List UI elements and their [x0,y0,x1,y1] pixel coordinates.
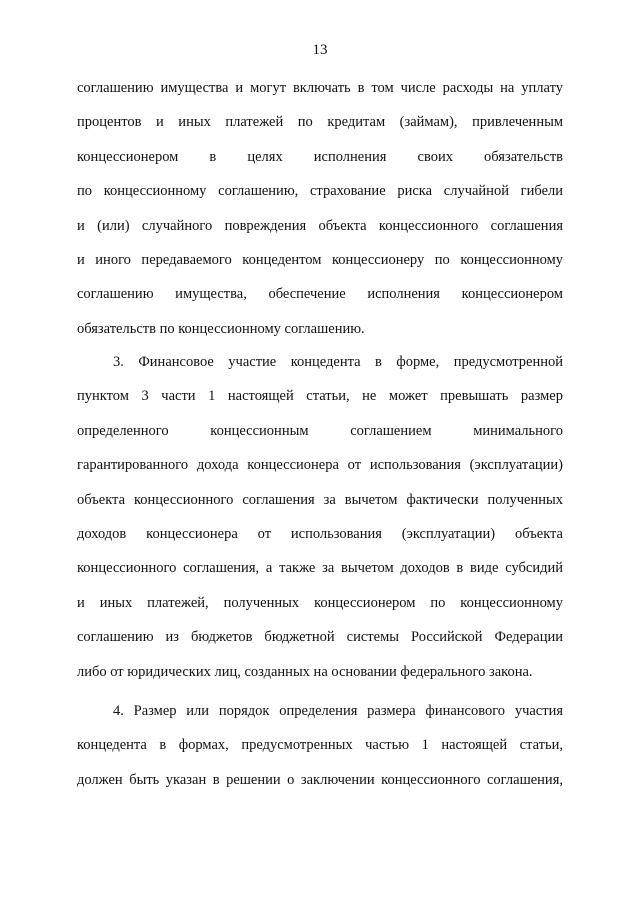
text-line: концессионером в целях исполнения своих обязательств [77,148,563,165]
page-number: 13 [312,42,328,58]
paragraph-item-4 [77,694,563,797]
text-line: по концессионному соглашению, страхование риска случайной гибели [77,183,563,200]
text-line: объекта концессионного соглашения за вычетом фактически полученных [77,491,563,508]
text-line: концедента в формах, предусмотренных частью 1 настоящей статьи, [77,737,563,754]
text-line-first: 3. Финансовое участие концедента в форме, предусмотренной [113,354,563,370]
text-line: доходов концессионера от использования (эксплуатации) объекта [77,525,563,542]
paragraph-item-3 [77,345,563,689]
text-line: и иного передаваемого концедентом концессионеру по концессионному [77,251,563,268]
text-line: и иных платежей, полученных концессионером по концессионному [77,594,563,611]
text-line: концессионного соглашения, а также за вычетом доходов в виде субсидий [77,560,563,577]
text-line-first: 4. Размер или порядок определения размера финансового участия [113,703,563,719]
text-line-last: либо от юридических лиц, созданных на основании федерального закона. [77,663,533,680]
text-line: должен быть указан в решении о заключении концессионного соглашения, [77,771,563,788]
paragraph-continuation [77,71,563,346]
text-line: пунктом 3 части 1 настоящей статьи, не может превышать размер [77,388,563,405]
text-line-last: обязательств по концессионному соглашению. [77,320,365,337]
text-line: определенного концессионным соглашением минимального [77,422,563,439]
text-line: соглашению из бюджетов бюджетной системы Российской Федерации [77,629,563,646]
text-line: соглашению имущества, обеспечение исполнения концессионером [77,286,563,303]
text-line: гарантированного дохода концессионера от использования (эксплуатации) [77,457,563,474]
text-line: процентов и иных платежей по кредитам (займам), привлеченным [77,114,563,131]
text-line: соглашению имущества и могут включать в том числе расходы на уплату [77,80,563,96]
text-line: и (или) случайного повреждения объекта концессионного соглашения [77,217,563,234]
